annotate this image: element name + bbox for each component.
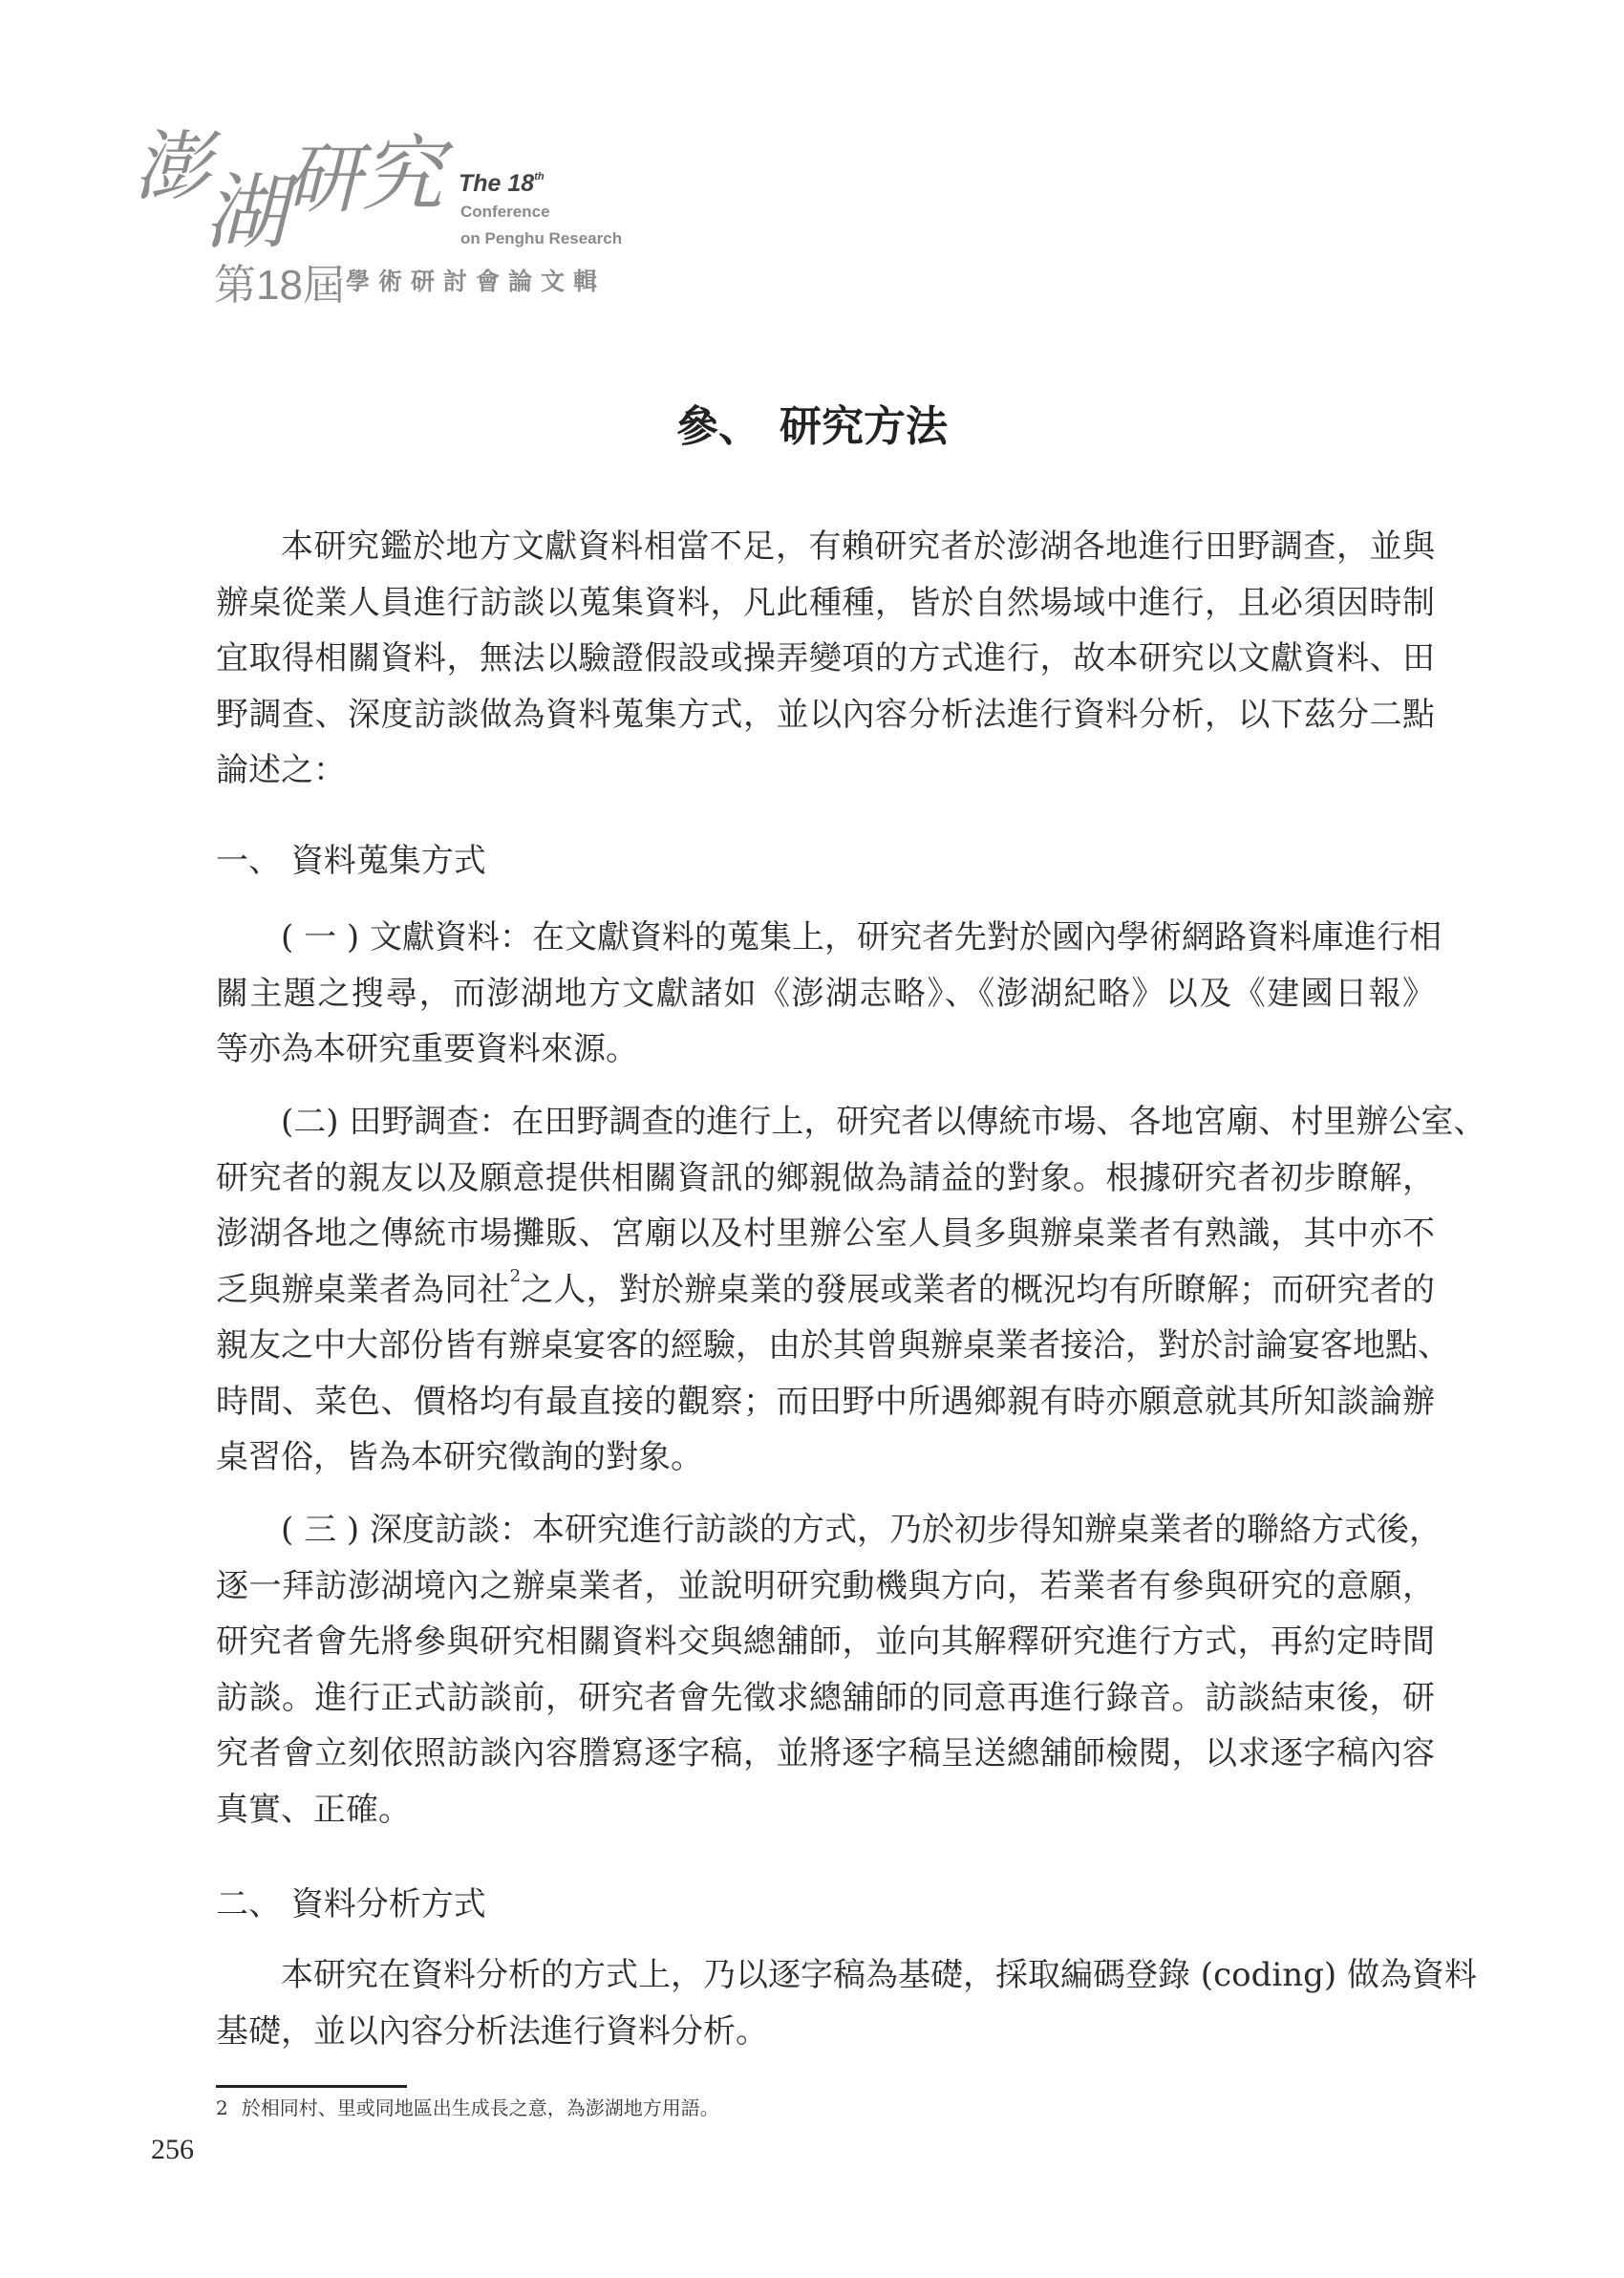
text-line: 本研究在資料分析的方式上，乃以逐字稿為基礎，採取編碼登錄 (coding) 做為資料 xyxy=(281,1956,1477,1994)
text-line: 究者會立刻依照訪談內容謄寫逐字稿，並將逐字稿呈送總舖師檢閱，以求逐字稿內容 xyxy=(216,1734,1435,1773)
paragraph-fieldwork xyxy=(216,1094,1486,1486)
footnote-ref[interactable]: 2 xyxy=(509,1265,522,1286)
text-line: 研究者會先將參與研究相關資料交與總舖師，並向其解釋研究進行方式，再約定時間 xyxy=(216,1623,1435,1661)
text-line: (二) 田野調查：在田野調查的進行上，研究者以傳統市場、各地宮廟、村里辦公室、 xyxy=(281,1103,1486,1141)
text-line: 宜取得相關資料，無法以驗證假設或操弄變項的方式進行，故本研究以文獻資料、田 xyxy=(216,639,1435,677)
text-line: 訪談。進行正式訪談前，研究者會先徵求總舖師的同意再進行錄音。訪談結束後，研 xyxy=(216,1678,1435,1717)
footnote-number: 2 xyxy=(216,2096,228,2119)
logo-char: 研 xyxy=(285,135,361,224)
text-line: 研究者的親友以及願意提供相關資訊的鄉親做為請益的對象。根據研究者初步瞭解， xyxy=(216,1158,1435,1197)
text-line: 桌習俗，皆為本研究徵詢的對象。 xyxy=(216,1438,703,1476)
text-line: ( 三 ) 深度訪談：本研究進行訪談的方式，乃於初步得知辦桌業者的聯絡方式後， xyxy=(281,1511,1442,1549)
text-line: 等亦為本研究重要資料來源。 xyxy=(216,1030,638,1068)
text-line: 野調查、深度訪談做為資料蒐集方式，並以內容分析法進行資料分析，以下茲分二點 xyxy=(216,695,1435,734)
text-line: 澎湖各地之傳統市場攤販、宮廟以及村里辦公室人員多與辦桌業者有熟識，其中亦不 xyxy=(216,1214,1435,1253)
section-number: 參、 xyxy=(676,402,760,451)
footnote-divider xyxy=(216,2085,407,2088)
logo-char: 究 xyxy=(361,127,443,223)
text-line xyxy=(216,1262,1435,1319)
logo-on-penghu: on Penghu Research xyxy=(460,229,623,247)
text-line: 親友之中大部份皆有辦桌宴客的經驗，由於其曾與辦桌業者接洽，對於討論宴客地點、 xyxy=(216,1326,1450,1365)
section-title xyxy=(0,399,1624,455)
logo-subtitle: 學術研討會論文輯 xyxy=(346,269,607,295)
subheading-data-collection: 一、 資料蒐集方式 xyxy=(216,842,486,880)
section-title-text: 研究方法 xyxy=(780,402,948,451)
logo-char: 澎 xyxy=(134,122,210,211)
paragraph-literature xyxy=(216,910,1442,1078)
text-line: 真實、正確。 xyxy=(216,1790,411,1829)
paragraph-interview xyxy=(216,1502,1442,1837)
text-line: 本研究鑑於地方文獻資料相當不足，有賴研究者於澎湖各地進行田野調查，並與 xyxy=(281,527,1435,566)
text-line: ( 一 ) 文獻資料：在文獻資料的蒐集上，研究者先對於國內學術網路資料庫進行相 xyxy=(281,918,1442,956)
paragraph-analysis xyxy=(216,1947,1477,2059)
text-line: 基礎，並以內容分析法進行資料分析。 xyxy=(216,2011,768,2051)
footnote xyxy=(216,2095,719,2121)
paragraph-intro xyxy=(216,519,1435,799)
text-line: 論述之： xyxy=(216,751,346,789)
subheading-data-analysis: 二、 資料分析方式 xyxy=(216,1885,486,1923)
page-number: 256 xyxy=(151,2134,194,2165)
logo-conference: Conference xyxy=(460,203,550,221)
text-line: 時間、菜色、價格均有最直接的觀察；而田野中所遇鄉親有時亦願意就其所知談論辦 xyxy=(216,1382,1435,1421)
text-line: 逐一拜訪澎湖境內之辦桌業者，並說明研究動機與方向，若業者有參與研究的意願， xyxy=(216,1566,1435,1605)
logo-char: 湖 xyxy=(204,165,287,261)
logo-the-18th: The 18th xyxy=(459,170,545,197)
footnote-text: 於相同村、里或同地區出生成長之意，為澎湖地方用語。 xyxy=(241,2096,719,2119)
text-line: 關主題之搜尋，而澎湖地方文獻諸如《澎湖志略》、《澎湖紀略》以及《建國日報》 xyxy=(216,974,1435,1013)
text-segment: 之人，對於辦桌業的發展或業者的概況均有所瞭解；而研究者的 xyxy=(521,1270,1435,1309)
text-line: 辦桌從業人員進行訪談以蒐集資料，凡此種種，皆於自然場域中進行，且必須因時制 xyxy=(216,583,1435,622)
logo-edition: 第18屆 xyxy=(214,262,345,309)
text-segment: 乏與辦桌業者為同社 xyxy=(216,1270,510,1309)
